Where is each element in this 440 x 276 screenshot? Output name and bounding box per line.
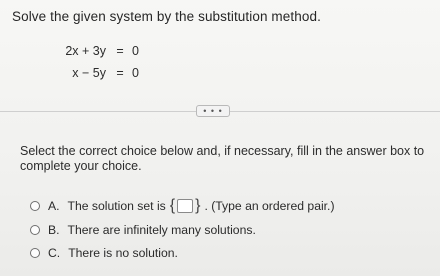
brace-open: { — [169, 197, 176, 214]
choice-a[interactable] — [30, 197, 335, 215]
question-prompt: Solve the given system by the substitution method. — [12, 9, 321, 24]
choice-b-radio[interactable] — [30, 225, 40, 235]
solution-set-input-group — [170, 197, 201, 215]
equation-system — [62, 40, 139, 84]
equation-2-sign: = — [116, 66, 124, 80]
choice-c-letter: C. — [48, 246, 61, 260]
equation-1-lhs: 2x + 3y — [65, 44, 106, 58]
choice-a-radio[interactable] — [30, 201, 40, 211]
equation-2-lhs: x − 5y — [72, 66, 106, 80]
choice-instructions: Select the correct choice below and, if necessary, fill in the answer box to complete your choice. — [20, 144, 425, 173]
choice-b-letter: B. — [48, 223, 60, 237]
equation-1-rhs: 0 — [132, 44, 139, 58]
divider-expand-handle[interactable]: • • • — [196, 105, 230, 117]
equation-2 — [62, 62, 139, 84]
solution-answer-box[interactable] — [177, 199, 193, 213]
choice-b[interactable] — [30, 223, 256, 237]
choice-c-text: There is no solution. — [68, 246, 178, 260]
brace-close: } — [195, 197, 201, 214]
equation-1-sign: = — [116, 44, 124, 58]
choice-c[interactable] — [30, 246, 178, 260]
choice-a-text-after: . (Type an ordered pair.) — [204, 199, 335, 213]
choice-b-text: There are infinitely many solutions. — [67, 223, 256, 237]
choice-a-text-before: The solution set is — [67, 199, 166, 213]
equation-2-rhs: 0 — [132, 66, 139, 80]
choice-c-radio[interactable] — [30, 248, 40, 258]
equation-1 — [62, 40, 139, 62]
choice-a-letter: A. — [48, 199, 60, 213]
